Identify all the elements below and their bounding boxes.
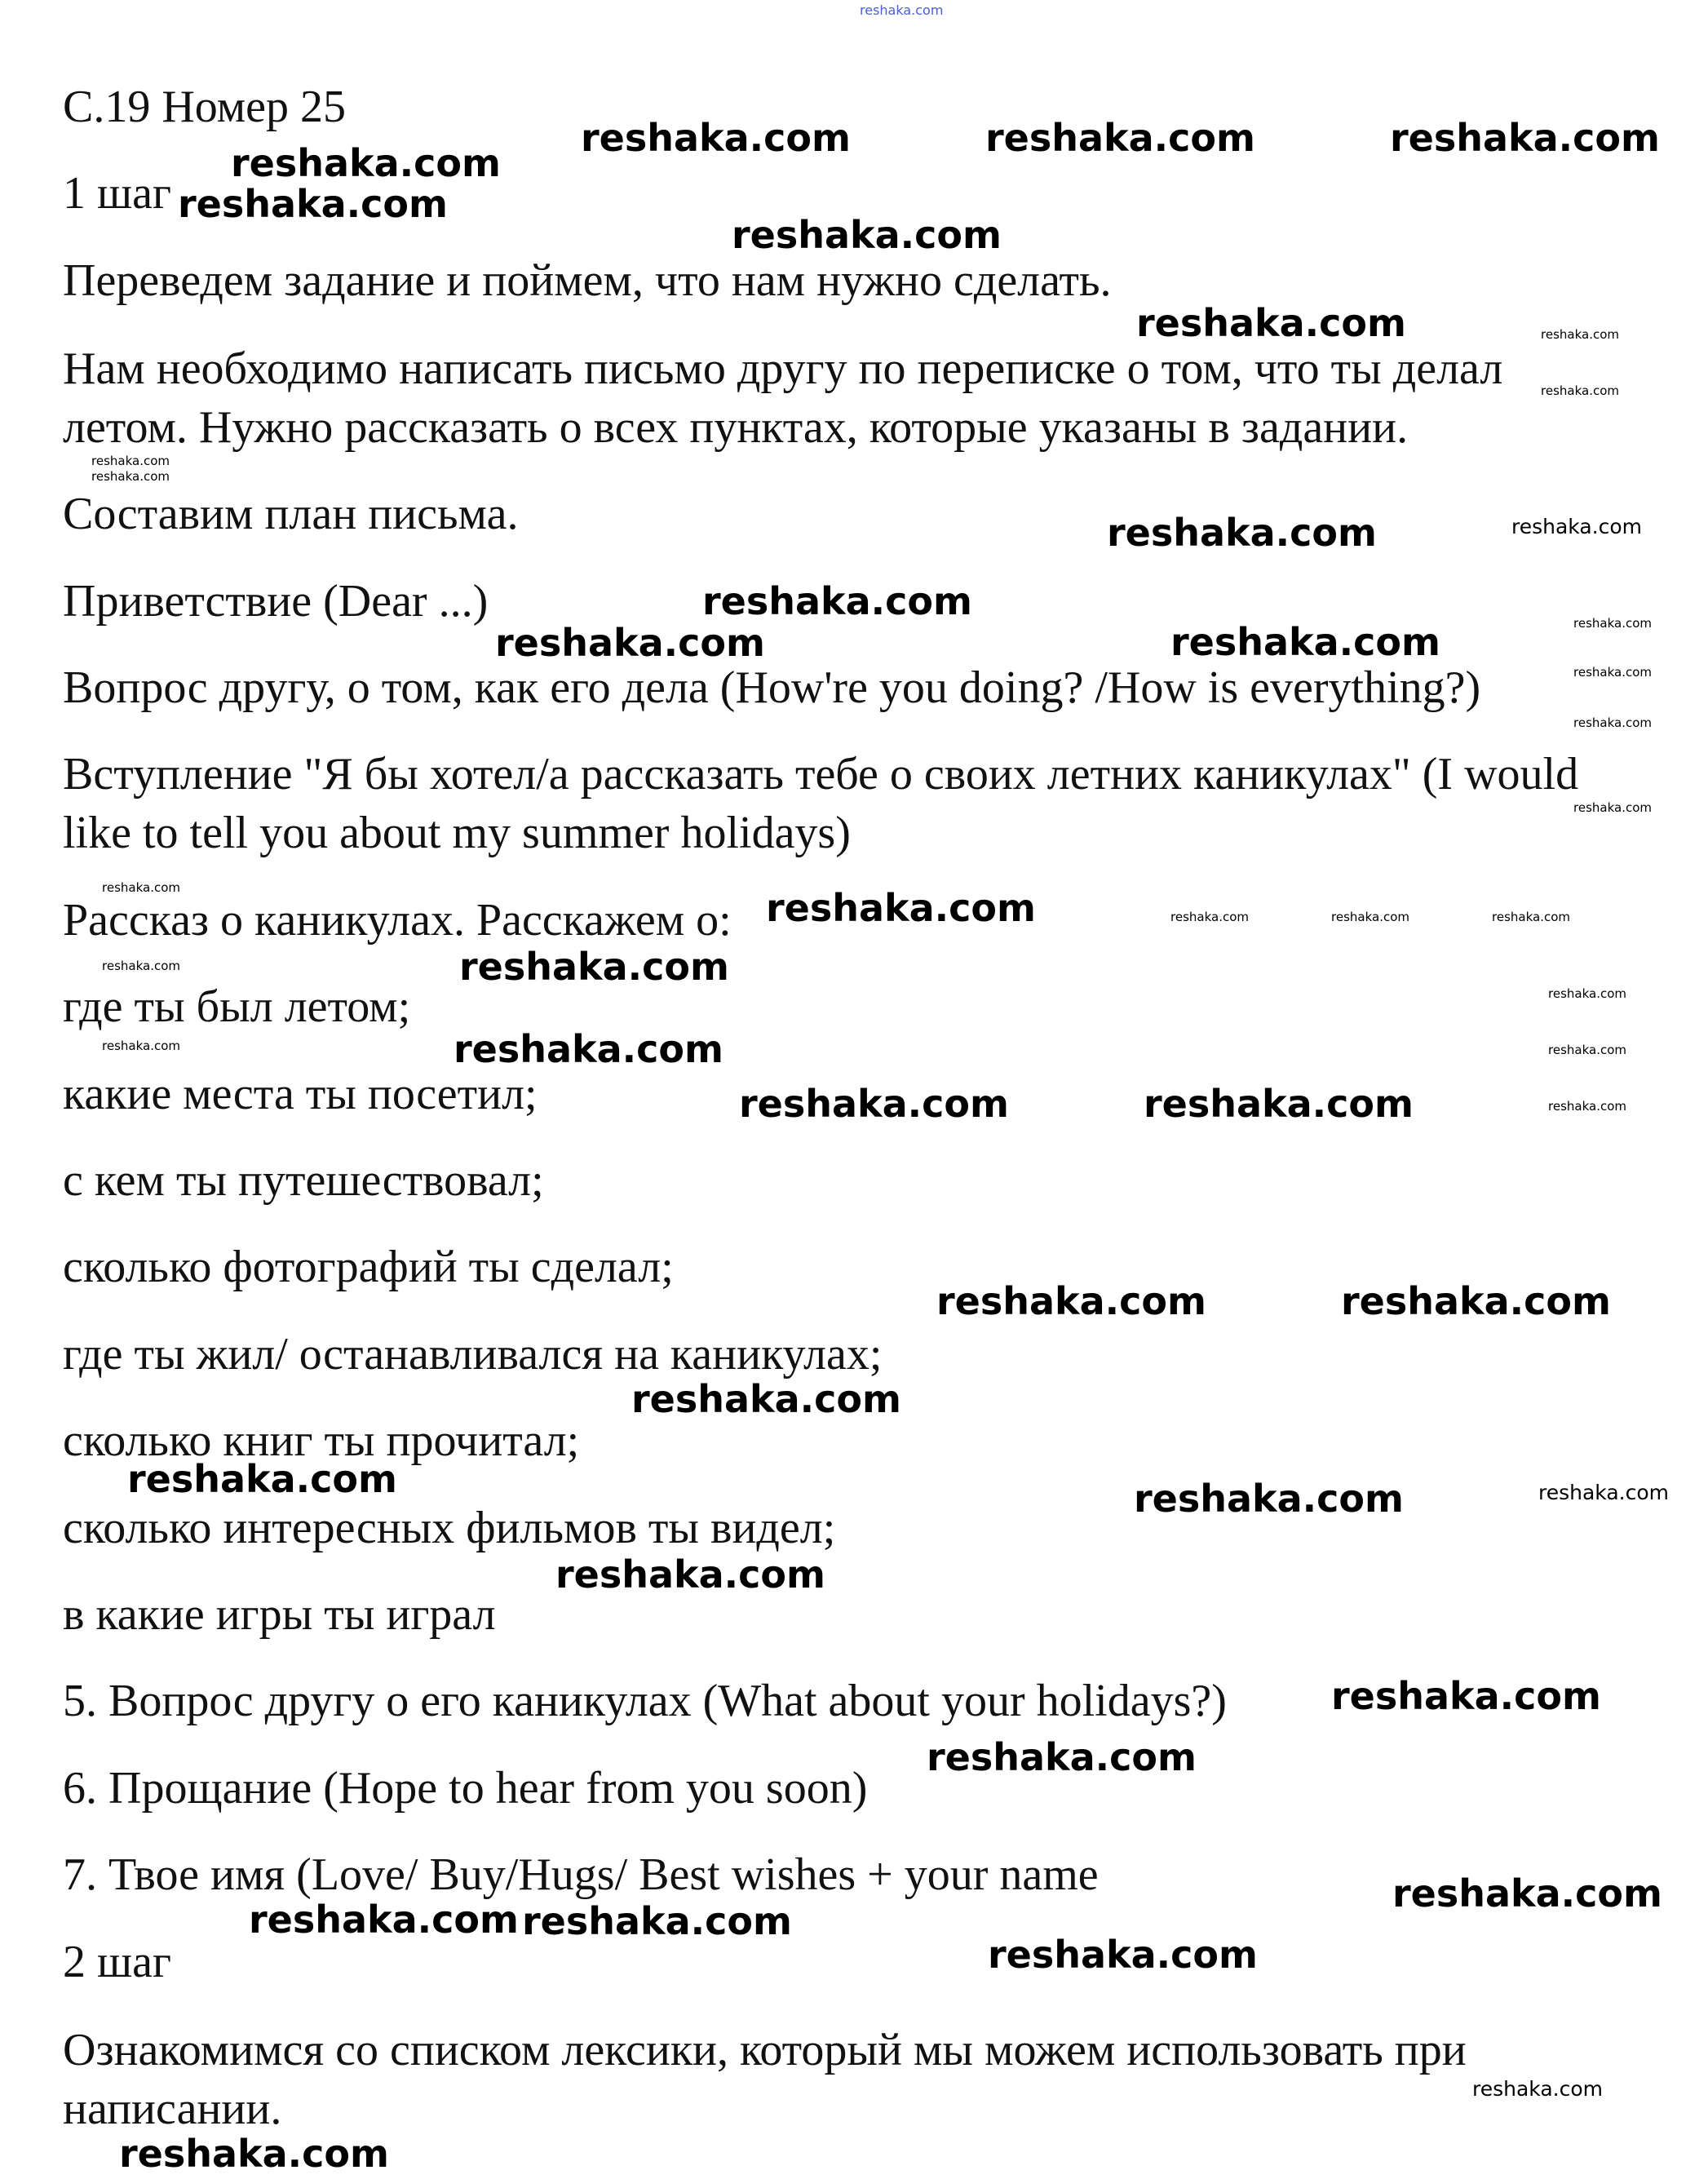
watermark: reshaka.com — [454, 1027, 723, 1071]
plan-heading: Составим план письма. — [63, 489, 519, 539]
intro-text: Переведем задание и поймем, что нам нужно сделать. — [63, 255, 1112, 306]
watermark: reshaka.com — [1538, 1481, 1669, 1504]
watermark: reshaka.com — [1331, 1674, 1601, 1718]
watermark: reshaka.com — [985, 116, 1255, 160]
watermark: reshaka.com — [766, 886, 1036, 930]
step2-text: написании. — [63, 2084, 282, 2134]
watermark: reshaka.com — [1170, 620, 1440, 664]
plan-subitem: в какие игры ты играл — [63, 1589, 496, 1640]
plan-subitem: где ты был летом; — [63, 981, 411, 1032]
watermark: reshaka.com — [178, 182, 448, 226]
watermark: reshaka.com — [1392, 1871, 1662, 1915]
watermark: reshaka.com — [1134, 1477, 1404, 1521]
step-heading: 2 шаг — [63, 1937, 171, 1987]
watermark: reshaka.com — [555, 1552, 825, 1597]
watermark: reshaka.com — [988, 1933, 1258, 1977]
watermark: reshaka.com — [1492, 910, 1570, 924]
plan-item: 5. Вопрос другу о его каникулах (What about your holidays?) — [63, 1676, 1227, 1726]
watermark: reshaka.com — [1472, 2077, 1603, 2101]
watermark: reshaka.com — [1541, 327, 1619, 342]
plan-subitem: какие места ты посетил; — [63, 1069, 538, 1119]
plan-item: Вопрос другу, о том, как его дела (How're you doing? /How is everything?) — [63, 662, 1481, 713]
watermark: reshaka.com — [495, 621, 765, 665]
watermark: reshaka.com — [631, 1377, 901, 1421]
watermark: reshaka.com — [127, 1457, 397, 1501]
watermark: reshaka.com — [1573, 665, 1652, 680]
plan-subitem: где ты жил/ останавливался на каникулах; — [63, 1329, 883, 1380]
watermark: reshaka.com — [1107, 511, 1377, 555]
watermark: reshaka.com — [522, 1899, 792, 1943]
plan-item: 6. Прощание (Hope to hear from you soon) — [63, 1763, 868, 1814]
plan-item: Рассказ о каникулах. Расскажем о: — [63, 895, 732, 946]
watermark: reshaka.com — [102, 959, 180, 973]
watermark: reshaka.com — [1390, 116, 1660, 160]
watermark: reshaka.com — [702, 579, 972, 623]
plan-item: like to tell you about my summer holidays) — [63, 808, 851, 858]
watermark: reshaka.com — [1331, 910, 1409, 924]
watermark: reshaka.com — [459, 945, 729, 989]
watermark: reshaka.com — [1541, 383, 1619, 398]
watermark: reshaka.com — [1548, 986, 1626, 1001]
watermark: reshaka.com — [1573, 616, 1652, 631]
plan-item: Приветствие (Dear ...) — [63, 576, 489, 627]
step-heading: 1 шаг — [63, 168, 171, 219]
plan-subitem: сколько фотографий ты сделал; — [63, 1242, 674, 1292]
watermark: reshaka.com — [102, 1039, 180, 1053]
watermark: reshaka.com — [936, 1279, 1206, 1323]
plan-subitem: с кем ты путешествовал; — [63, 1155, 544, 1206]
step2-text: Ознакомимся со списком лексики, который мы можем использовать при — [63, 2025, 1467, 2075]
watermark: reshaka.com — [249, 1898, 519, 1942]
task-text: летом. Нужно рассказать о всех пунктах, которые указаны в задании. — [63, 402, 1409, 453]
watermark: reshaka.com — [860, 2, 944, 18]
plan-item: 7. Твое имя (Love/ Buy/Hugs/ Best wishes + your name — [63, 1849, 1099, 1900]
page-title: С.19 Номер 25 — [63, 82, 347, 132]
watermark: reshaka.com — [1548, 1099, 1626, 1114]
task-text: Нам необходимо написать письмо другу по переписке о том, что ты делал — [63, 343, 1503, 394]
watermark: reshaka.com — [1573, 800, 1652, 815]
watermark: reshaka.com — [1548, 1043, 1626, 1057]
watermark: reshaka.com — [581, 116, 851, 160]
watermark: reshaka.com — [1144, 1082, 1414, 1126]
watermark: reshaka.com — [732, 213, 1002, 257]
watermark: reshaka.com — [1341, 1279, 1611, 1323]
watermark: reshaka.com — [927, 1735, 1197, 1779]
watermark: reshaka.com — [1573, 715, 1652, 730]
watermark: reshaka.com — [102, 880, 180, 895]
watermark: reshaka.com — [1170, 910, 1249, 924]
plan-subitem: сколько интересных фильмов ты видел; — [63, 1503, 836, 1553]
plan-subitem: сколько книг ты прочитал; — [63, 1415, 580, 1466]
watermark: reshaka.com — [119, 2132, 389, 2176]
watermark: reshaka.com — [91, 454, 170, 468]
plan-item: Вступление "Я бы хотел/а рассказать тебе о своих летних каникулах" (I would — [63, 749, 1579, 799]
watermark: reshaka.com — [91, 469, 170, 484]
watermark: reshaka.com — [1511, 515, 1642, 538]
watermark: reshaka.com — [231, 141, 501, 185]
watermark: reshaka.com — [739, 1082, 1009, 1126]
watermark: reshaka.com — [1136, 301, 1406, 345]
